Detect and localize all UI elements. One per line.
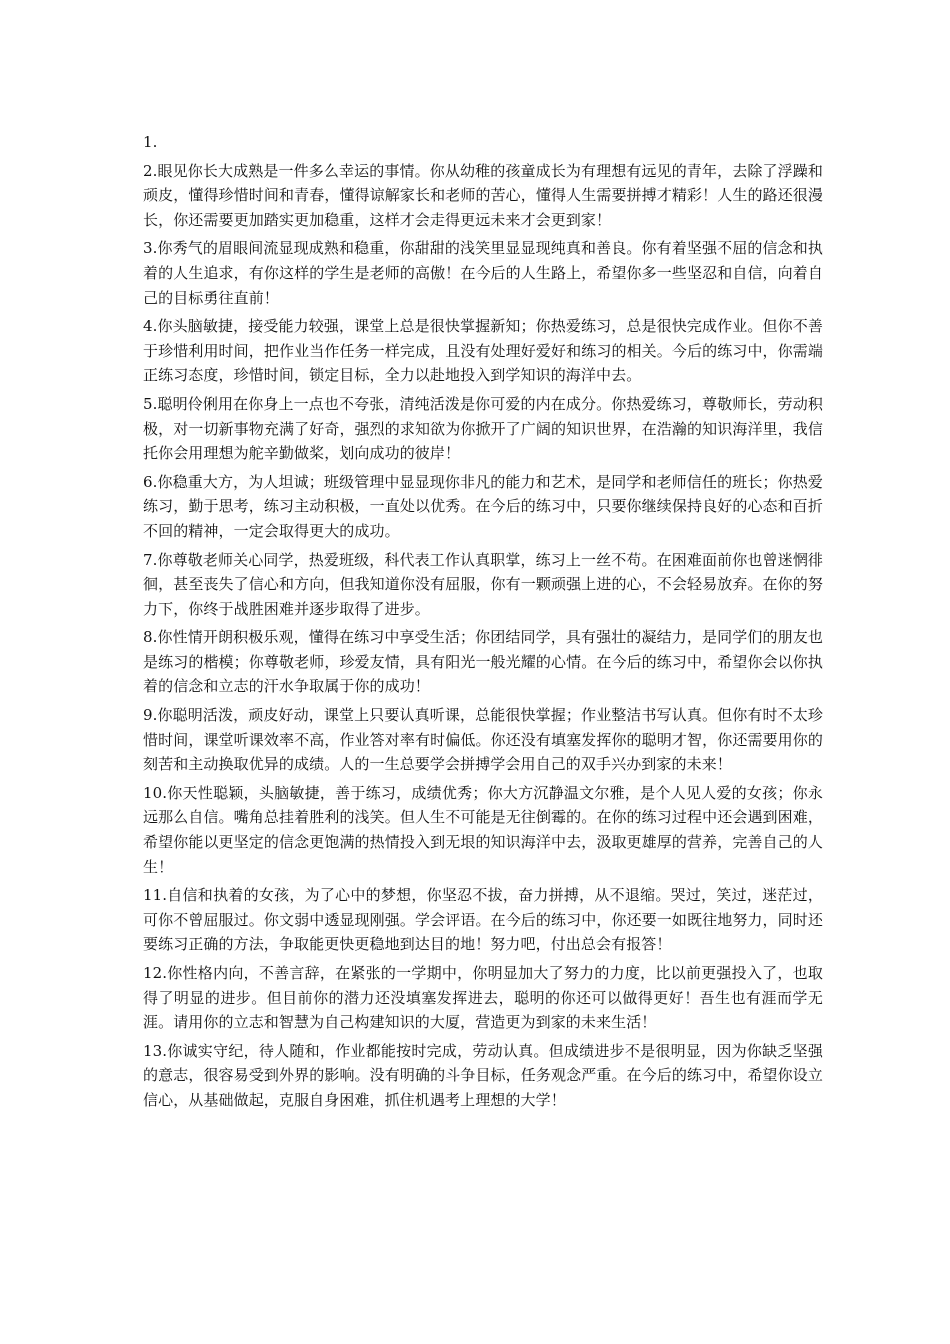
paragraph-11: 11.自信和执着的女孩，为了心中的梦想，你坚忍不拔，奋力拼搏，从不退缩。哭过，笑过，迷茫过，可你不曾屈服过。你文弱中透显现刚强。学会评语。在今后的练习中，你还要一如既往地努力，同时还要练习正确的方法，争取能更快更稳地到达目的地！努力吧，付出总会有报答！ (143, 886, 823, 954)
paragraph-13: 13.你诚实守纪，待人随和，作业都能按时完成，劳动认真。但成绩进步不是很明显，因为你缺乏坚强的意志，很容易受到外界的影响。没有明确的斗争目标，任务观念严重。在今后的练习中，希望你设立信心，从基础做起，克服自身困难，抓住机遇考上理想的大学！ (143, 1041, 823, 1109)
paragraph-7: 7.你尊敬老师关心同学，热爱班级，科代表工作认真职掌，练习上一丝不苟。在困难面前你也曾迷惘徘徊，甚至丧失了信心和方向，但我知道你没有屈服，你有一颗顽强上进的心，不会轻易放弃。在你的努力下，你终于战胜困难并逐步取得了进步。 (143, 550, 823, 618)
paragraph-4: 4.你头脑敏捷，接受能力较强，课堂上总是很快掌握新知；你热爱练习，总是很快完成作业。但你不善于珍惜利用时间，把作业当作任务一样完成，且没有处理好爱好和练习的相关。今后的练习中，你需端正练习态度，珍惜时间，锁定目标，全力以赴地投入到学知识的海洋中去。 (143, 317, 823, 385)
paragraph-8: 8.你性情开朗积极乐观，懂得在练习中享受生活；你团结同学，具有强壮的凝结力，是同学们的朋友也是练习的楷模；你尊敬老师，珍爱友情，具有阳光一般光耀的心情。在今后的练习中，希望你会以你执着的信念和立志的汗水争取属于你的成功！ (143, 628, 823, 696)
paragraph-10: 10.你天性聪颖，头脑敏捷，善于练习，成绩优秀；你大方沉静温文尔雅，是个人见人爱的女孩；你永远那么自信。嘴角总挂着胜利的浅笑。但人生不可能是无往倒霉的。在你的练习过程中还会遇到困难，希望你能以更坚定的信念更饱满的热情投入到无垠的知识海洋中去，汲取更雄厚的营养，完善自己的人生！ (143, 783, 823, 876)
paragraph-9: 9.你聪明活泼，顽皮好动，课堂上只要认真听课，总能很快掌握；作业整洁书写认真。但你有时不太珍惜时间，课堂听课效率不高，作业答对率有时偏低。你还没有填塞发挥你的聪明才智，你还需要用你的刻苦和主动换取优异的成绩。人的一生总要学会拼搏学会用自己的双手兴办到家的未来！ (143, 706, 823, 774)
comment-list (143, 130, 823, 1117)
paragraph-1: 1. (143, 133, 158, 151)
paragraph-5: 5.聪明伶俐用在你身上一点也不夸张，清纯活泼是你可爱的内在成分。你热爱练习，尊敬师长，劳动积极，对一切新事物充满了好奇，强烈的求知欲为你掀开了广阔的知识世界，在浩瀚的知识海洋里，我信托你会用理想为舵辛勤做桨，划向成功的彼岸！ (143, 394, 823, 463)
paragraph-6: 6.你稳重大方，为人坦诚；班级管理中显显现你非凡的能力和艺术，是同学和老师信任的班长；你热爱练习，勤于思考，练习主动积极，一直处以优秀。在今后的练习中，只要你继续保持良好的心态和百折不回的精神，一定会取得更大的成功。 (143, 472, 823, 540)
paragraph-2: 2.眼见你长大成熟是一件多么幸运的事情。你从幼稚的孩童成长为有理想有远见的青年，去除了浮躁和顽皮，懂得珍惜时间和青春，懂得谅解家长和老师的苦心，懂得人生需要拼搏才精彩！人生的路还很漫长，你还需要更加踏实更加稳重，这样才会走得更远未来才会更到家！ (143, 161, 823, 229)
paragraph-12: 12.你性格内向，不善言辞，在紧张的一学期中，你明显加大了努力的力度，比以前更强投入了，也取得了明显的进步。但目前你的潜力还没填塞发挥进去，聪明的你还可以做得更好！吾生也有涯而学无涯。请用你的立志和智慧为自己构建知识的大厦，营造更为到家的未来生活！ (143, 964, 823, 1032)
paragraph-3: 3.你秀气的眉眼间流显现成熟和稳重，你甜甜的浅笑里显显现纯真和善良。你有着坚强不屈的信念和执着的人生追求，有你这样的学生是老师的高傲！在今后的人生路上，希望你多一些坚忍和自信，向着自己的目标勇往直前！ (143, 239, 823, 307)
